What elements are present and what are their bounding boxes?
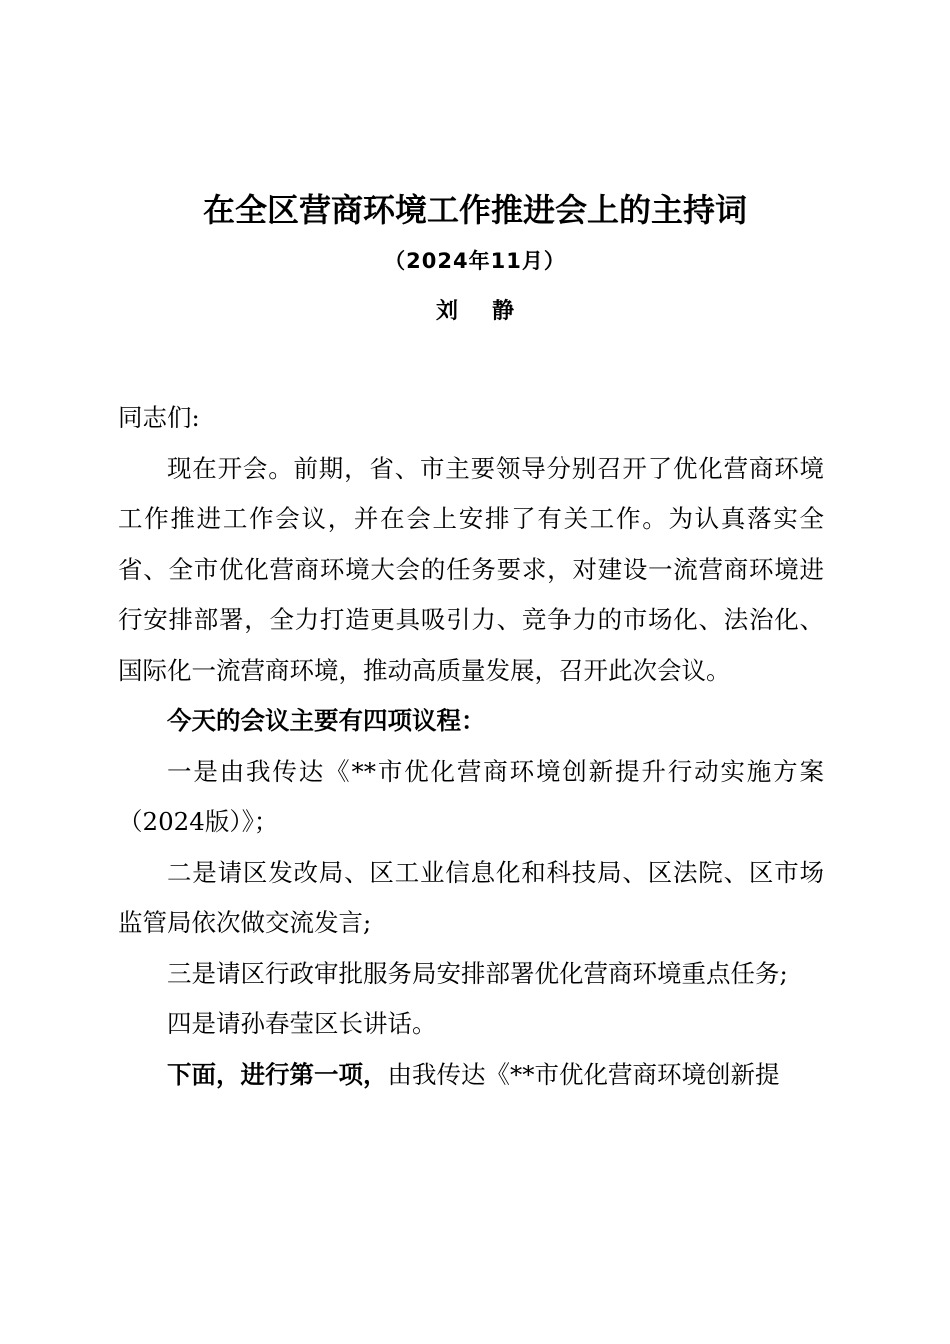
document-title: 在全区营商环境工作推进会上的主持词 [202,191,747,229]
document-body [118,393,824,1100]
document-author: 刘静 [435,299,548,324]
agenda-item: 三是请区行政审批服务局安排部署优化营商环境重点任务; [167,958,788,988]
agenda-item: 一是由我传达《**市优化营商环境创新提升行动实施方案（2024版）》； [118,756,824,836]
next-item-text: 由我传达《**市优化营商环境创新提 [387,1059,780,1089]
next-item-lead: 下面，进行第一项， [167,1059,388,1089]
next-item-paragraph [118,1050,824,1101]
agenda-item: 四是请孙春莹区长讲话。 [167,1009,437,1038]
agenda-intro: 今天的会议主要有四项议程： [167,706,486,735]
document-date: （2024年11月） [384,249,566,273]
salutation: 同志们: [118,403,200,432]
opening-paragraph: 现在开会。前期，省、市主要领导分别召开了优化营商环境工作推进工作会议，并在会上安排了有关工作。为认真落实全省、全市优化营商环境大会的任务要求，对建设一流营商环境进行安排部署，全力打造更具吸引力、竞争力的市场化、法治化、国际化一流营商环境，推动高质量发展，召开此次会议。 [118,453,824,685]
agenda-item: 二是请区发改局、区工业信息化和科技局、区法院、区市场监管局依次做交流发言; [118,857,824,937]
